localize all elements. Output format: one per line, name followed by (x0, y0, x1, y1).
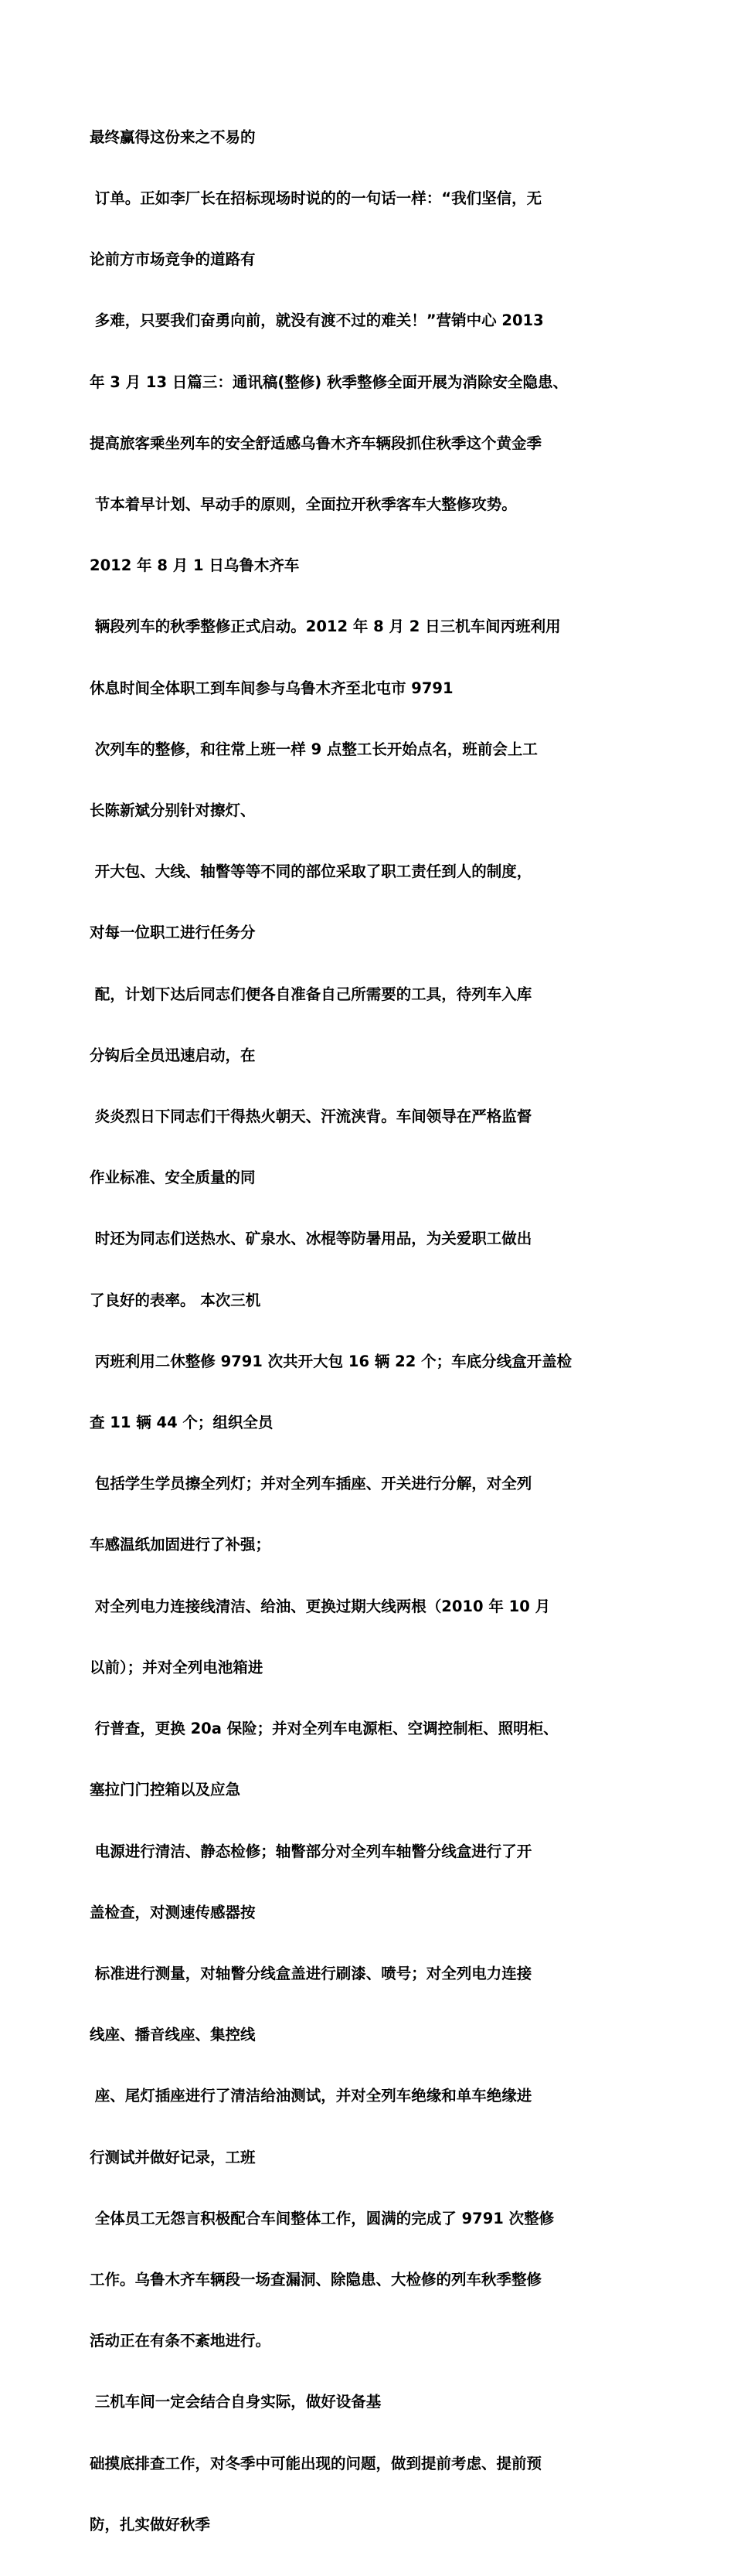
text-line: 提高旅客乘坐列车的安全舒适感乌鲁木齐车辆段抓住秋季这个黄金季 (90, 434, 542, 452)
text-line: 对全列电力连接线清洁、给油、更换过期大线两根（2010 年 10 月 (90, 1597, 551, 1615)
text-line: 订单。正如李厂长在招标现场时说的的一句话一样：“我们坚信，无 (90, 189, 542, 208)
text-line: 时还为同志们送热水、矿泉水、冰棍等防暑用品，为关爱职工做出 (90, 1230, 532, 1248)
text-line: 查 11 辆 44 个；组织全员 (90, 1414, 274, 1432)
text-line: 炎炎烈日下同志们干得热火朝天、汗流浃背。车间领导在严格监督 (90, 1108, 532, 1126)
text-line: 线座、播音线座、集控线 (90, 2026, 256, 2044)
text-line: 础摸底排查工作，对冬季中可能出现的问题，做到提前考虑、提前预 (90, 2454, 542, 2472)
text-line: 长陈新斌分别针对擦灯、 (90, 801, 256, 820)
text-line: 辆段列车的秋季整修正式启动。2012 年 8 月 2 日三机车间丙班利用 (90, 618, 561, 636)
text-line: 包括学生学员擦全列灯；并对全列车插座、开关进行分解，对全列 (90, 1475, 532, 1493)
text-line: 节本着早计划、早动手的原则，全面拉开秋季客车大整修攻势。 (90, 495, 517, 514)
text-line: 多难，只要我们奋勇向前，就没有渡不过的难关！”营销中心 2013 (90, 311, 544, 330)
text-line: 分钩后全员迅速启动，在 (90, 1046, 256, 1064)
text-line: 最终赢得这份来之不易的 (90, 128, 256, 146)
text-line: 标准进行测量，对轴瞥分线盒盖进行刷漆、喷号；对全列电力连接 (90, 1964, 532, 1982)
text-line: 行普查，更换 20a 保险；并对全列车电源柜、空调控制柜、照明柜、 (90, 1720, 559, 1738)
text-line: 了良好的表率。 本次三机 (90, 1291, 261, 1309)
text-line: 全体员工无怨言积极配合车间整体工作，圆满的完成了 9791 次整修 (90, 2209, 555, 2227)
text-line: 电源进行清洁、静态检修；轴瞥部分对全列车轴瞥分线盒进行了开 (90, 1842, 532, 1860)
text-line: 配，计划下达后同志们便各自准备自己所需要的工具，待列车入库 (90, 985, 532, 1003)
text-line: 2012 年 8 月 1 日乌鲁木齐车 (90, 556, 300, 575)
text-line: 年 3 月 13 日篇三：通讯稿(整修) 秋季整修全面开展为消除安全隐患、 (90, 373, 568, 391)
text-line: 次列车的整修，和往常上班一样 9 点整工长开始点名，班前会上工 (90, 740, 538, 758)
text-line: 工作。乌鲁木齐车辆段一场查漏洞、除隐患、大检修的列车秋季整修 (90, 2270, 542, 2288)
text-line: 论前方市场竞争的道路有 (90, 250, 256, 269)
text-line: 座、尾灯插座进行了清洁给油测试，并对全列车绝缘和单车绝缘进 (90, 2087, 532, 2105)
text-line: 开大包、大线、轴瞥等等不同的部位采取了职工责任到人的制度， (90, 863, 532, 881)
text-line: 行测试并做好记录，工班 (90, 2148, 256, 2166)
text-line: 防，扎实做好秋季 (90, 2515, 211, 2533)
text-line: 盖检查，对测速传感器按 (90, 1903, 256, 1921)
text-line: 以前）；并对全列电池箱进 (90, 1658, 263, 1676)
text-line: 活动正在有条不紊地进行。 (90, 2332, 271, 2350)
text-line: 丙班利用二休整修 9791 次共开大包 16 辆 22 个；车底分线盒开盖检 (90, 1352, 573, 1370)
text-line: 对每一位职工进行任务分 (90, 924, 256, 942)
text-line: 三机车间一定会结合自身实际，做好设备基 (90, 2393, 382, 2411)
text-line: 作业标准、安全质量的同 (90, 1169, 256, 1187)
document-body (90, 87, 654, 2576)
text-line: 车感温纸加固进行了补强； (90, 1536, 271, 1554)
text-line: 塞拉门门控箱以及应急 (90, 1781, 241, 1799)
text-line: 休息时间全体职工到车间参与乌鲁木齐至北屯市 9791 (90, 679, 454, 697)
